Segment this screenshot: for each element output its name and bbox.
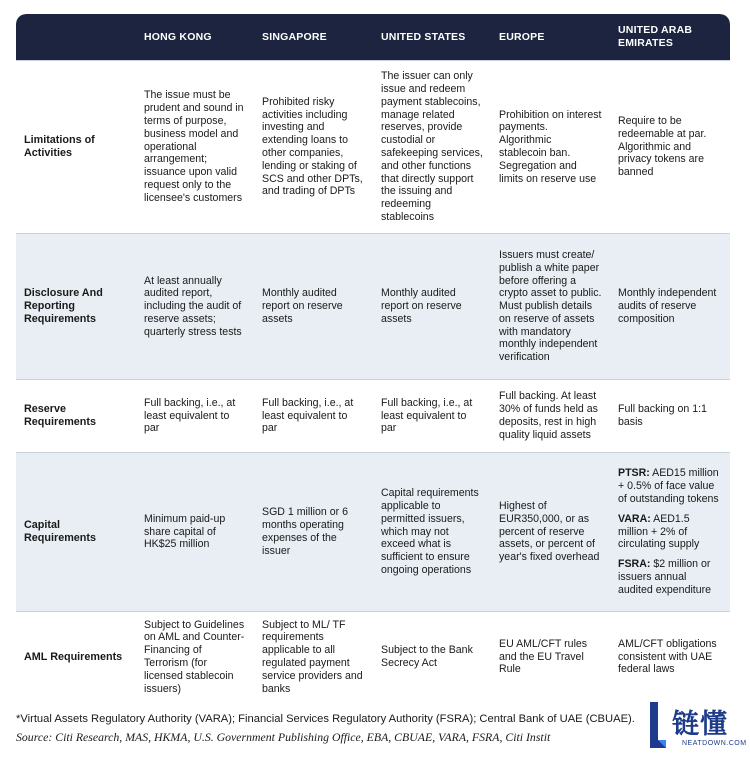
header-singapore: SINGAPORE <box>254 14 373 61</box>
table-row <box>16 453 730 612</box>
cell-united-states: Full backing, i.e., at least equivalent to par <box>373 380 491 453</box>
cell-uae: Full backing on 1:1 basis <box>610 380 730 453</box>
footnote: *Virtual Assets Regulatory Authority (VARA); Financial Services Regulatory Authority (FSRA); Central Bank of UAE (CBUAE). <box>16 713 635 725</box>
cell-singapore: Full backing, i.e., at least equivalent to par <box>254 380 373 453</box>
row-label-aml: AML Requirements <box>16 612 136 703</box>
table-header-row <box>16 14 730 61</box>
cell-hong-kong: Subject to Guidelines on AML and Counter-Financing of Terrorism (for licensed stablecoin issuers) <box>136 612 254 703</box>
table-row <box>16 612 730 703</box>
watermark-chinese-text: 链懂 <box>672 709 728 740</box>
header-europe: EUROPE <box>491 14 610 61</box>
cell-hong-kong: The issue must be prudent and sound in terms of purpose, business model and operational arrangement; issuance upon valid request only to the licensee's customers <box>136 61 254 234</box>
uae-capital-vara: VARA: AED1.5 million + 2% of circulating supply <box>618 512 700 551</box>
cell-singapore: SGD 1 million or 6 months operating expenses of the issuer <box>254 453 373 612</box>
cell-united-states: Capital requirements applicable to permitted issuers, which may not exceed what is sufficient to ensure ongoing operations <box>373 453 491 612</box>
uae-capital-fsra: FSRA: $2 million or issuers annual audited expenditure <box>618 558 712 596</box>
table-row <box>16 234 730 380</box>
cell-europe: Highest of EUR350,000, or as percent of reserve assets, or percent of year's fixed overhead <box>491 453 610 612</box>
l-logo-icon <box>648 702 668 750</box>
uae-capital-ptsr: PTSR: AED15 million + 0.5% of face value of outstanding tokens <box>618 467 719 505</box>
header-hong-kong: HONG KONG <box>136 14 254 61</box>
row-label-capital: Capital Requirements <box>16 453 136 612</box>
cell-europe: Prohibition on interest payments. Algorithmic stablecoin ban. Segregation and limits on reserve use <box>491 61 610 234</box>
cell-europe: EU AML/CFT rules and the EU Travel Rule <box>491 612 610 703</box>
regulation-comparison-card <box>16 14 730 704</box>
watermark-logo <box>648 700 747 756</box>
row-label-disclosure: Disclosure And Reporting Requirements <box>16 234 136 380</box>
cell-united-states: The issuer can only issue and redeem payment stablecoins, manage related reserves, provide custodial or safekeeping services, and other functions that directly support the issuing and redeeming stablecoins <box>373 61 491 234</box>
header-united-states: UNITED STATES <box>373 14 491 61</box>
cell-uae: Require to be redeemable at par. Algorithmic and privacy tokens are banned <box>610 61 730 234</box>
header-corner <box>16 14 136 61</box>
watermark-english-text: NEATDOWN.COM <box>682 740 747 747</box>
cell-uae: Monthly independent audits of reserve composition <box>610 234 730 380</box>
table-row <box>16 380 730 453</box>
source-line: Source: Citi Research, MAS, HKMA, U.S. Government Publishing Office, EBA, CBUAE, VARA, FSRA, Citi Instit <box>16 730 551 744</box>
row-label-reserve: Reserve Requirements <box>16 380 136 453</box>
table-row <box>16 61 730 234</box>
row-label-limitations: Limitations of Activities <box>16 61 136 234</box>
header-uae: UNITED ARAB EMIRATES <box>610 14 730 61</box>
cell-singapore: Prohibited risky activities including investing and extending loans to other companies, lending or staking of SCS and other DPTs, and trading of DPTs <box>254 61 373 234</box>
cell-united-states: Monthly audited report on reserve assets <box>373 234 491 380</box>
cell-europe: Full backing. At least 30% of funds held as deposits, rest in high quality liquid assets <box>491 380 610 453</box>
cell-hong-kong: At least annually audited report, including the audit of reserve assets; quarterly stress tests <box>136 234 254 380</box>
cell-hong-kong: Minimum paid-up share capital of HK$25 million <box>136 453 254 612</box>
regulation-table <box>16 14 730 702</box>
cell-europe: Issuers must create/ publish a white paper before offering a crypto asset to public. Must publish details on reserve of assets with mandatory monthly independent verification <box>491 234 610 380</box>
cell-uae: AML/CFT obligations consistent with UAE federal laws <box>610 612 730 703</box>
cell-hong-kong: Full backing, i.e., at least equivalent to par <box>136 380 254 453</box>
cell-singapore: Monthly audited report on reserve assets <box>254 234 373 380</box>
cell-uae <box>610 453 730 612</box>
cell-singapore: Subject to ML/ TF requirements applicable to all regulated payment service providers and banks <box>254 612 373 703</box>
cell-united-states: Subject to the Bank Secrecy Act <box>373 612 491 703</box>
